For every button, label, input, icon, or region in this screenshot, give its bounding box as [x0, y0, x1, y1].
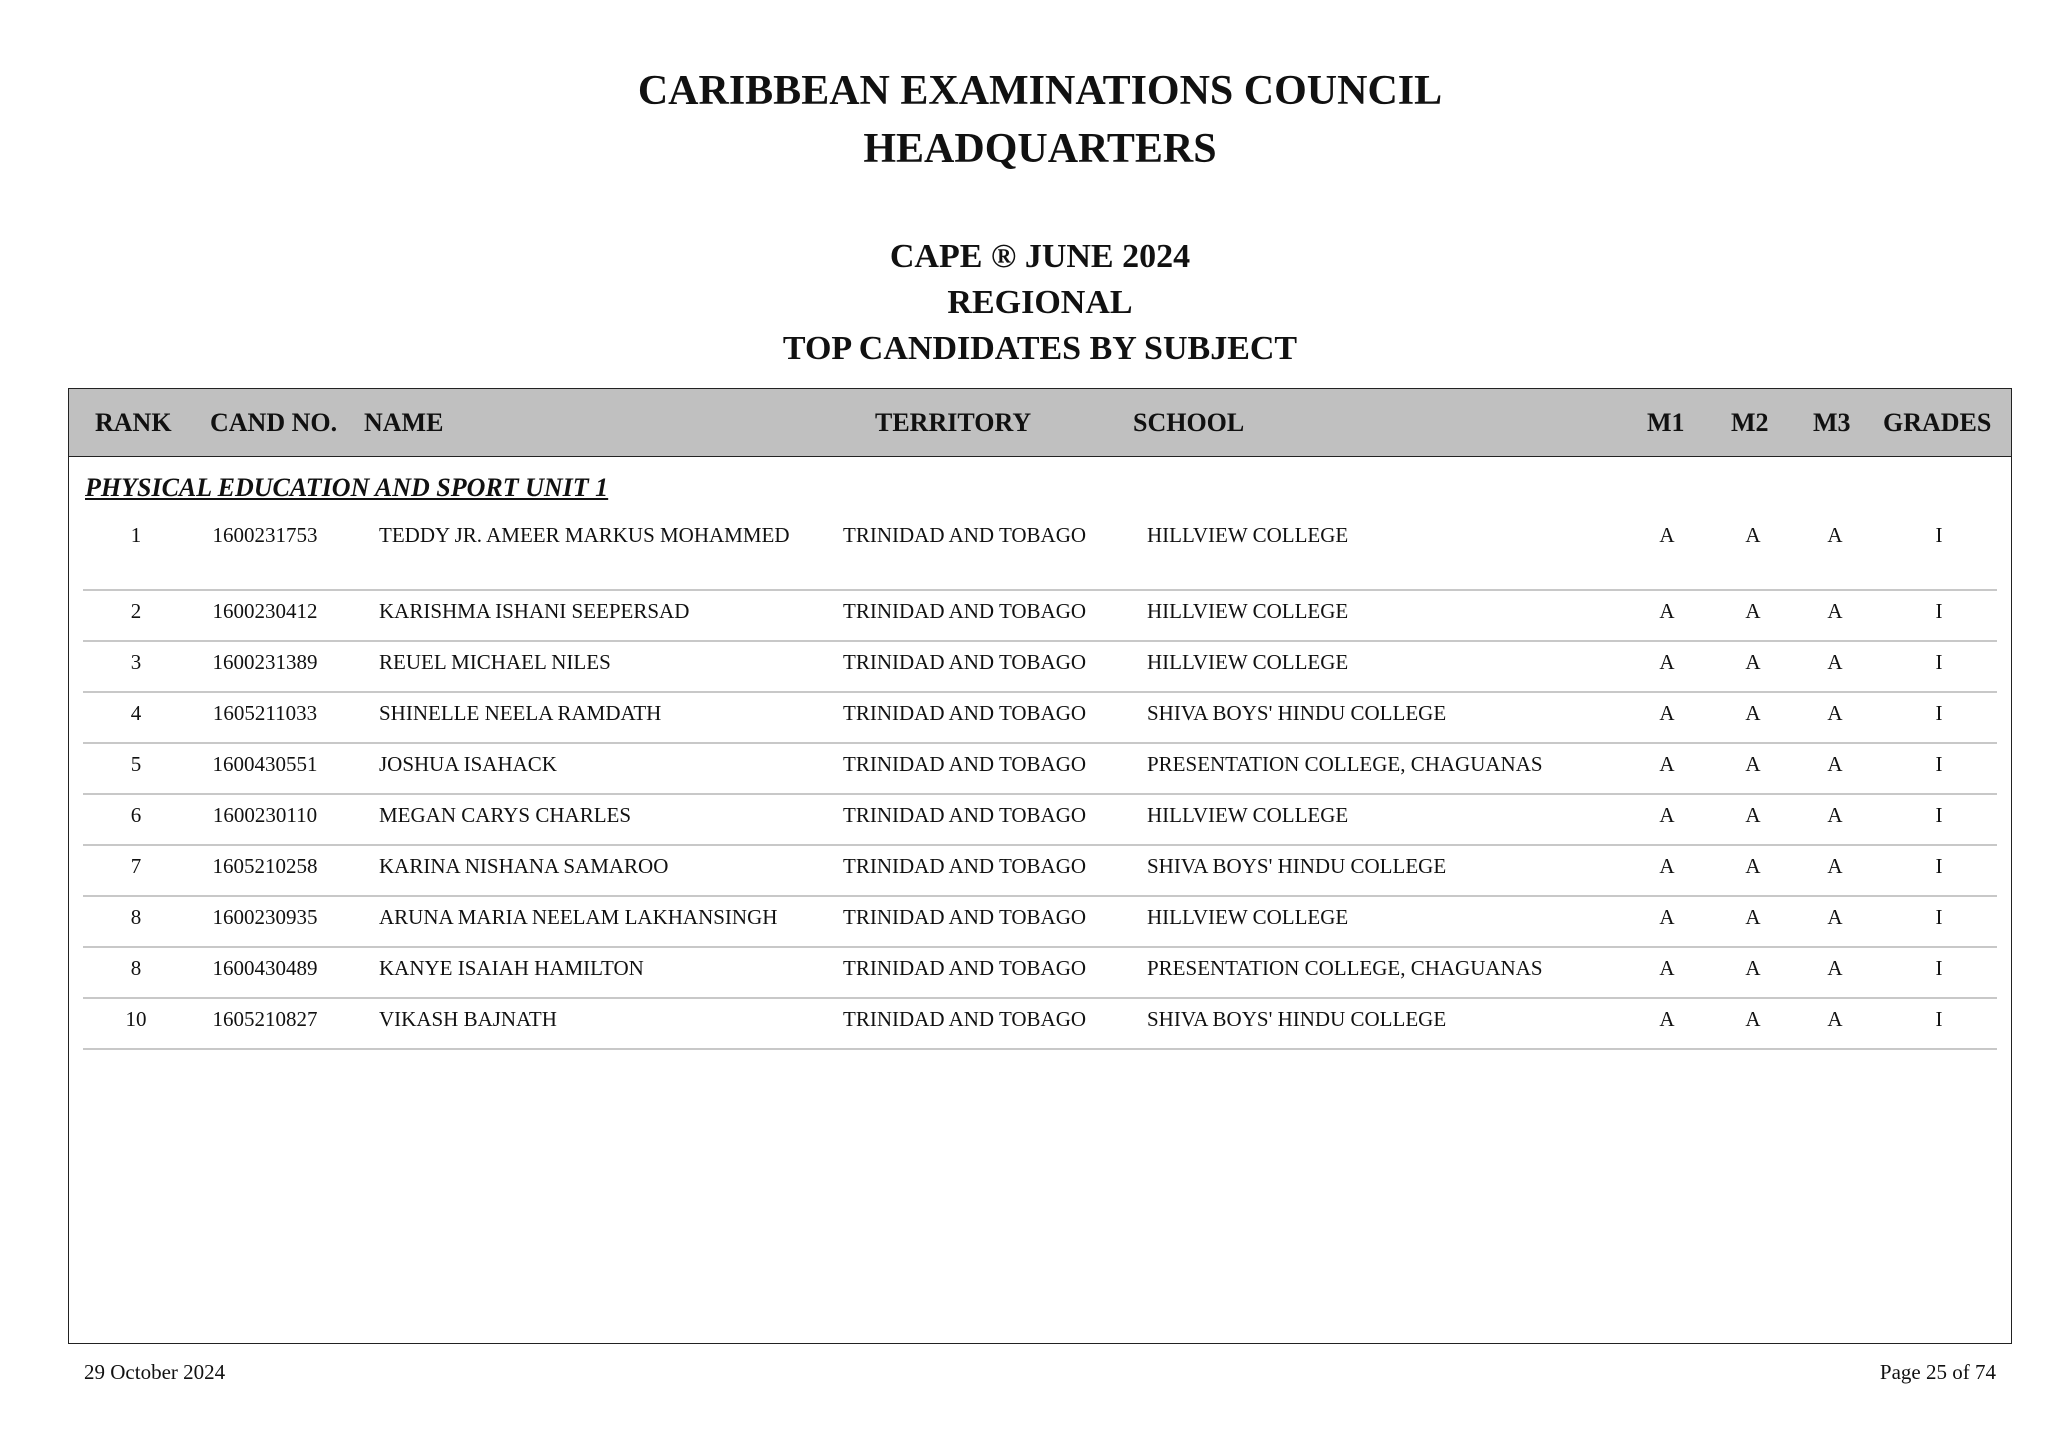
name-cell: SHINELLE NEELA RAMDATH: [379, 701, 662, 725]
m1-cell: A: [1659, 905, 1675, 929]
m1-cell: A: [1659, 803, 1675, 827]
territory-cell: TRINIDAD AND TOBAGO: [843, 752, 1087, 776]
school-cell: SHIVA BOYS' HINDU COLLEGE: [1147, 701, 1447, 725]
m2-cell: A: [1745, 803, 1761, 827]
territory-cell: TRINIDAD AND TOBAGO: [843, 905, 1087, 929]
m2-cell: A: [1745, 1007, 1761, 1031]
name-cell: KARINA NISHANA SAMAROO: [379, 854, 669, 878]
col-school: SCHOOL: [1133, 408, 1245, 437]
col-rank: RANK: [95, 408, 172, 437]
col-name: NAME: [364, 408, 444, 437]
m3-cell: A: [1827, 905, 1843, 929]
cand-no-cell: 1605210827: [212, 1007, 318, 1031]
m2-cell: A: [1745, 599, 1761, 623]
m3-cell: A: [1827, 650, 1843, 674]
results-table: [68, 388, 2012, 1344]
m3-cell: A: [1827, 599, 1843, 623]
m2-cell: A: [1745, 752, 1761, 776]
school-cell: HILLVIEW COLLEGE: [1147, 803, 1349, 827]
m1-cell: A: [1659, 599, 1675, 623]
hq-title: HEADQUARTERS: [863, 126, 1217, 172]
rank-cell: 8: [130, 956, 142, 980]
territory-cell: TRINIDAD AND TOBAGO: [843, 956, 1087, 980]
territory-cell: TRINIDAD AND TOBAGO: [843, 523, 1087, 547]
m1-cell: A: [1659, 752, 1675, 776]
col-m1: M1: [1647, 408, 1685, 437]
cand-no-cell: 1600430489: [212, 956, 318, 980]
name-cell: ARUNA MARIA NEELAM LAKHANSINGH: [379, 905, 778, 929]
report-header: [0, 62, 2048, 178]
name-cell: REUEL MICHAEL NILES: [379, 650, 611, 674]
territory-cell: TRINIDAD AND TOBAGO: [843, 803, 1087, 827]
name-cell: MEGAN CARYS CHARLES: [379, 803, 632, 827]
grade-cell: I: [1935, 956, 1943, 980]
col-m3: M3: [1813, 408, 1851, 437]
name-cell: KANYE ISAIAH HAMILTON: [379, 956, 644, 980]
name-cell: VIKASH BAJNATH: [379, 1007, 557, 1031]
rank-cell: 2: [130, 599, 142, 623]
grade-cell: I: [1935, 701, 1943, 725]
col-grades: GRADES: [1883, 408, 1992, 437]
m2-cell: A: [1745, 701, 1761, 725]
grade-cell: I: [1935, 752, 1943, 776]
col-cand-no: CAND NO.: [210, 408, 338, 437]
rank-cell: 4: [130, 701, 142, 725]
rank-cell: 5: [130, 752, 142, 776]
rank-cell: 10: [125, 1007, 147, 1031]
m1-cell: A: [1659, 523, 1675, 547]
table-header: [69, 389, 2011, 457]
m1-cell: A: [1659, 701, 1675, 725]
school-cell: SHIVA BOYS' HINDU COLLEGE: [1147, 854, 1447, 878]
table-row: [83, 642, 1997, 693]
name-cell: TEDDY JR. AMEER MARKUS MOHAMMED: [379, 523, 790, 547]
grade-cell: I: [1935, 1007, 1943, 1031]
report-title: TOP CANDIDATES BY SUBJECT: [782, 330, 1298, 367]
exam-title: CAPE ® JUNE 2024: [889, 238, 1191, 275]
table-row: [83, 948, 1997, 999]
cand-no-cell: 1600230935: [212, 905, 318, 929]
scope-title: REGIONAL: [947, 284, 1133, 321]
school-cell: HILLVIEW COLLEGE: [1147, 650, 1349, 674]
m3-cell: A: [1827, 1007, 1843, 1031]
m3-cell: A: [1827, 803, 1843, 827]
territory-cell: TRINIDAD AND TOBAGO: [843, 854, 1087, 878]
m3-cell: A: [1827, 523, 1843, 547]
cand-no-cell: 1600230412: [212, 599, 318, 623]
org-title: CARIBBEAN EXAMINATIONS COUNCIL: [637, 68, 1443, 114]
grade-cell: I: [1935, 854, 1943, 878]
m1-cell: A: [1659, 650, 1675, 674]
rank-cell: 7: [130, 854, 142, 878]
name-cell: KARISHMA ISHANI SEEPERSAD: [379, 599, 690, 623]
rank-cell: 3: [130, 650, 142, 674]
territory-cell: TRINIDAD AND TOBAGO: [843, 1007, 1087, 1031]
school-cell: HILLVIEW COLLEGE: [1147, 905, 1349, 929]
cand-no-cell: 1600230110: [212, 803, 318, 827]
cand-no-cell: 1605211033: [212, 701, 318, 725]
report-subheader: [0, 234, 2048, 372]
territory-cell: TRINIDAD AND TOBAGO: [843, 650, 1087, 674]
grade-cell: I: [1935, 650, 1943, 674]
table-row: [83, 744, 1997, 795]
rank-cell: 8: [130, 905, 142, 929]
rank-cell: 1: [130, 523, 142, 547]
col-m2: M2: [1731, 408, 1769, 437]
m2-cell: A: [1745, 956, 1761, 980]
school-cell: HILLVIEW COLLEGE: [1147, 599, 1349, 623]
grade-cell: I: [1935, 905, 1943, 929]
m3-cell: A: [1827, 701, 1843, 725]
m3-cell: A: [1827, 854, 1843, 878]
table-row: [83, 515, 1997, 591]
m1-cell: A: [1659, 1007, 1675, 1031]
table-row: [83, 693, 1997, 744]
name-cell: JOSHUA ISAHACK: [379, 752, 557, 776]
school-cell: HILLVIEW COLLEGE: [1147, 523, 1349, 547]
rank-cell: 6: [130, 803, 142, 827]
col-territory: TERRITORY: [875, 408, 1032, 437]
m3-cell: A: [1827, 752, 1843, 776]
m2-cell: A: [1745, 523, 1761, 547]
school-cell: PRESENTATION COLLEGE, CHAGUANAS: [1147, 752, 1543, 776]
cand-no-cell: 1600231389: [212, 650, 318, 674]
subject-heading: PHYSICAL EDUCATION AND SPORT UNIT 1: [85, 473, 609, 502]
print-date: 29 October 2024: [84, 1360, 226, 1384]
grade-cell: I: [1935, 599, 1943, 623]
table-row: [83, 846, 1997, 897]
cand-no-cell: 1605210258: [212, 854, 318, 878]
m1-cell: A: [1659, 956, 1675, 980]
m2-cell: A: [1745, 650, 1761, 674]
territory-cell: TRINIDAD AND TOBAGO: [843, 701, 1087, 725]
grade-cell: I: [1935, 523, 1943, 547]
m2-cell: A: [1745, 854, 1761, 878]
table-row: [83, 591, 1997, 642]
cand-no-cell: 1600430551: [212, 752, 318, 776]
table-row: [83, 897, 1997, 948]
school-cell: PRESENTATION COLLEGE, CHAGUANAS: [1147, 956, 1543, 980]
m2-cell: A: [1745, 905, 1761, 929]
m3-cell: A: [1827, 956, 1843, 980]
grade-cell: I: [1935, 803, 1943, 827]
table-row: [83, 795, 1997, 846]
territory-cell: TRINIDAD AND TOBAGO: [843, 599, 1087, 623]
cand-no-cell: 1600231753: [212, 523, 318, 547]
school-cell: SHIVA BOYS' HINDU COLLEGE: [1147, 1007, 1447, 1031]
table-row: [83, 999, 1997, 1050]
page-number: Page 25 of 74: [1879, 1360, 1996, 1384]
m1-cell: A: [1659, 854, 1675, 878]
